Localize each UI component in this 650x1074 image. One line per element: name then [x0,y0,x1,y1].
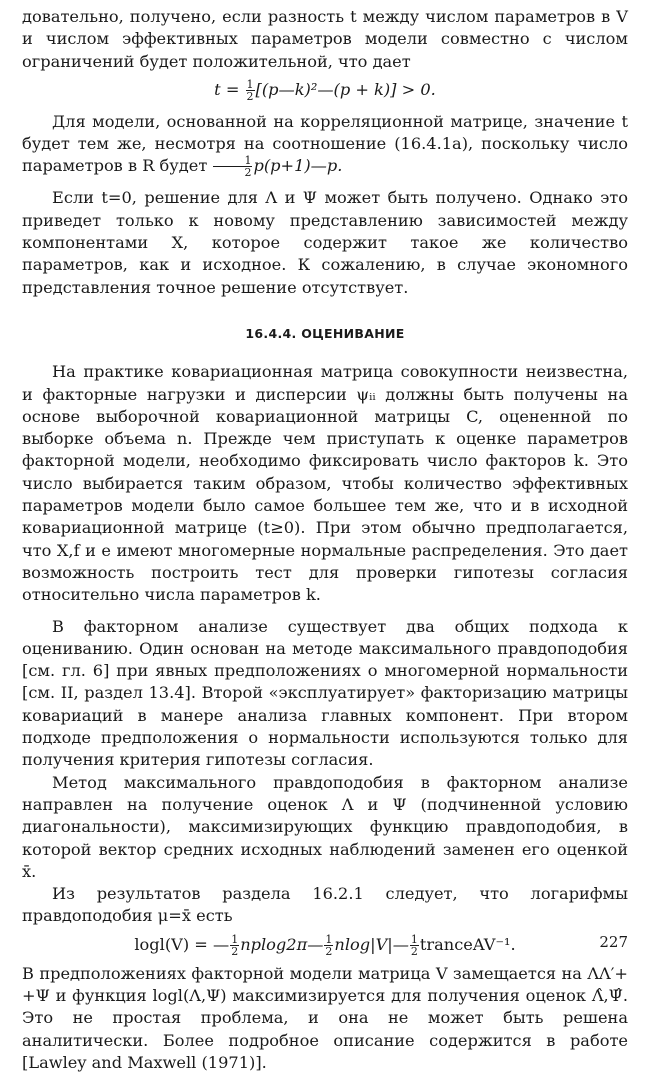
fraction-half-inline [213,155,252,178]
paragraph-ml-method: Метод максимального правдоподобия в факторном анализе направлен на получение оценок Λ и Ψ (подчиненной условию диагональности), максимизирующих функцию правдоподобия, в которой вектор средних исходных наблюдений заменен его оценкой x̄. [22,772,628,881]
formula-t-left: t = [214,79,245,99]
formula-t-right: [(p—k)²—(p + k)] > 0. [255,79,436,99]
paragraph-correlation-expr: p(p+1)—p. [253,156,343,176]
formula-ll-part4: tranceAV⁻¹. [419,934,516,954]
fraction-numerator: 1 [410,932,418,946]
formula-t [22,79,628,102]
fraction-half-1 [230,934,239,957]
paragraph-approaches: В факторном анализе существует два общих подхода к оцениванию. Один основан на методе максимального правдоподобия [см. гл. 6] при явных предположениях о многомерной нормальности [см. II, раздел 13.4]. Второй «эксплуатирует» факторизацию матрицы ковариаций в манере анализа главных компонент. При втором подходе предположения о нормальности используются только для получения критерия гипотезы согласия. [22,616,628,770]
fraction-denominator: 2 [231,944,239,958]
paragraph-correlation [22,111,628,179]
fraction-half [246,79,255,102]
paragraph-practice: На практике ковариационная матрица совокупности неизвестна, и факторные нагрузки и дисперсии ψᵢᵢ должны быть получены на основе выборочной ковариационной матрицы C, оцененной по выборке объема n. Прежде чем приступать к оценке параметров факторной модели, необходимо фиксировать число факторов k. Это число выбирается таким образом, чтобы количество эффективных параметров модели было самое большее тем же, что и в исходной ковариационной матрице (t≥0). При этом обычно предполагается, что X,f и e имеют многомерные нормальные распределения. Это дает возможность построить тест для проверки гипотезы согласия относительно числа параметров k. [22,362,628,605]
fraction-denominator: 2 [244,166,252,180]
section-heading: 16.4.4. ОЦЕНИВАНИЕ [245,325,405,341]
formula-ll-part3: nlog|V|— [334,934,409,954]
fraction-half-2 [324,934,333,957]
fraction-numerator: 1 [246,77,254,91]
fraction-denominator: 2 [325,944,333,958]
page-number: 227 [599,932,628,951]
paragraph-continuation: довательно, получено, если разность t между числом параметров в V и числом эффективных параметров модели совместно с числом ограничений будет положительной, что дает [22,7,628,71]
paragraph-correlation-text: Для модели, основанной на корреляционной матрице, значение t будет тем же, несмотря на соотношение (16.4.1a), поскольку число параметров в R будет [22,111,628,176]
formula-ll-part1: logl(V) = — [134,934,230,954]
fraction-numerator: 1 [325,932,333,946]
formula-log-likelihood [22,934,628,957]
paragraph-t-zero: Если t=0, решение для Λ и Ψ может быть получено. Однако это приведет только к новому представлению зависимостей между компонентами X, которое содержит такое же количество параметров, как и исходное. К сожалению, в случае экономного представления точное решение отсутствует. [22,188,628,297]
fraction-numerator: 1 [213,155,252,167]
fraction-denominator: 2 [246,89,254,103]
paragraph-factor-model: В предположениях факторной модели матрица V замещается на ΛΛ′+ +Ψ и функция logl(Λ,Ψ) максимизируется для получения оценок Λ̂,Ψ̂. Это не простая проблема, и она не может быть решена аналитически. Более подробное описание содержится в работе [Lawley and Maxwell (1971)]. [22,963,628,1072]
paragraph-log-likelihood: Из результатов раздела 16.2.1 следует, что логарифмы правдоподобия μ=x̄ есть [22,884,628,926]
fraction-numerator: 1 [231,932,239,946]
fraction-half-3 [410,934,419,957]
formula-ll-part2: nplog2π— [240,934,324,954]
fraction-denominator: 2 [410,944,418,958]
